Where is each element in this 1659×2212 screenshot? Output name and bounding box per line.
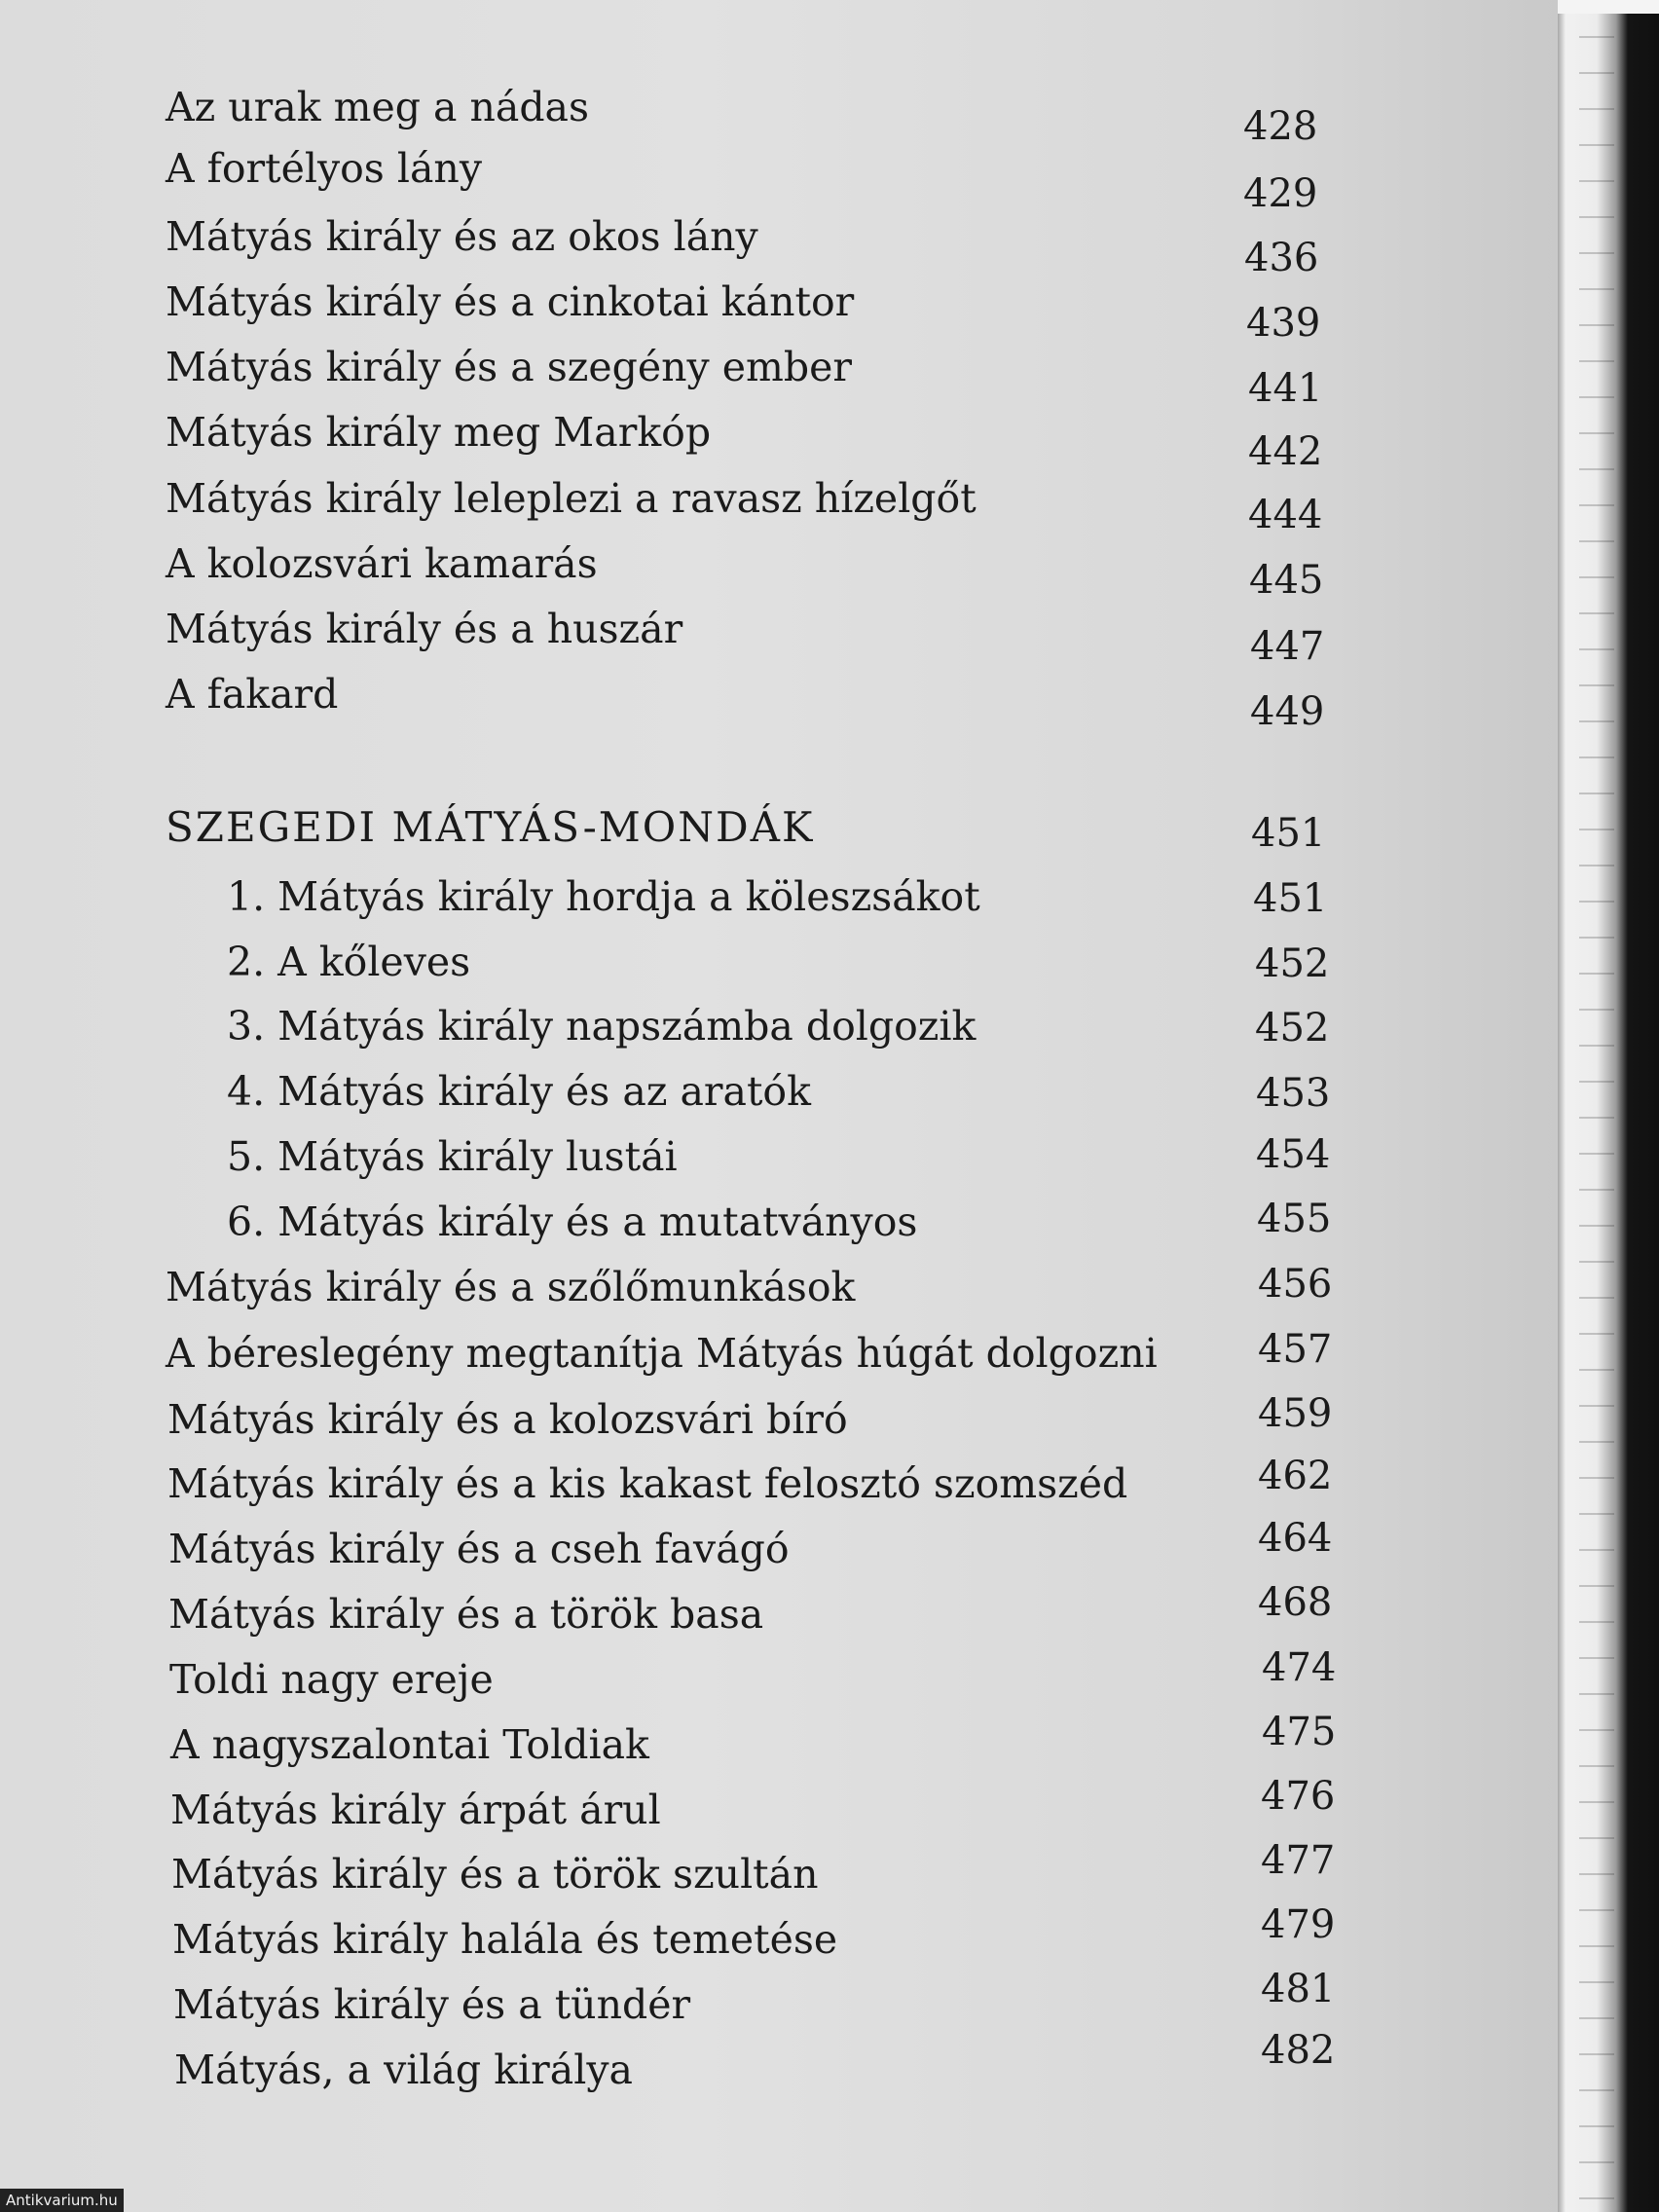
toc-entry-page: 444 [1248, 493, 1323, 537]
toc-entry-page: 455 [1257, 1197, 1332, 1241]
toc-entry-title: 6. Mátyás király és a mutatványos [227, 1198, 918, 1245]
toc-entry-page: 439 [1246, 301, 1321, 346]
watermark: Antikvarium.hu [0, 2189, 124, 2212]
toc-entry-title: 5. Mátyás király lustái [227, 1133, 678, 1180]
toc-entry-title: Mátyás király árpát árul [170, 1787, 661, 1833]
toc-entry-page: 459 [1258, 1391, 1333, 1436]
toc-entry-page: 451 [1251, 811, 1326, 856]
toc-entry-page: 457 [1258, 1327, 1333, 1372]
toc-entry-page: 481 [1261, 1967, 1336, 2011]
toc-entry-page: 451 [1253, 876, 1328, 921]
toc-entry-page: 477 [1261, 1838, 1336, 1883]
toc-entry-title: Mátyás király és a török basa [168, 1591, 764, 1638]
toc-entry-page: 442 [1248, 429, 1323, 474]
toc-entry-title: Mátyás király és a török szultán [171, 1851, 819, 1898]
toc-entry-page: 447 [1250, 624, 1325, 669]
toc-entry-page: 428 [1243, 104, 1318, 149]
toc-entry-title: 3. Mátyás király napszámba dolgozik [227, 1003, 977, 1050]
toc-entry-page: 452 [1255, 1006, 1330, 1051]
toc-entry-page: 436 [1244, 236, 1319, 280]
toc-entry-page: 475 [1262, 1710, 1337, 1754]
toc-entry-title: 2. A kőleves [227, 939, 471, 985]
toc-entry-page: 462 [1258, 1454, 1333, 1498]
toc-entry-page: 474 [1262, 1645, 1337, 1690]
toc-entry-page: 454 [1256, 1132, 1331, 1177]
toc-entry-page: 441 [1248, 366, 1323, 411]
page-stack-texture [1579, 0, 1614, 2212]
toc-entry-page: 449 [1250, 689, 1325, 734]
toc-entry-title: A nagyszalontai Toldiak [170, 1721, 649, 1768]
toc-entry-title: Mátyás király és a kolozsvári bíró [167, 1396, 848, 1443]
toc-entry-title: Mátyás király és a kis kakast felosztó szomszéd [167, 1460, 1128, 1507]
toc-entry-page: 482 [1261, 2028, 1336, 2073]
toc-entry-title: Az urak meg a nádas [166, 84, 590, 130]
toc-entry-page: 452 [1255, 941, 1330, 986]
toc-entry-title: Mátyás király és az okos lány [166, 213, 758, 260]
toc-entry-title: A kolozsvári kamarás [166, 540, 598, 587]
toc-entry-page: 453 [1256, 1071, 1331, 1116]
page-top-edge [1558, 0, 1659, 14]
toc-entry-title: Mátyás király halála és temetése [172, 1916, 838, 1963]
toc-entry-page: 429 [1243, 171, 1318, 216]
toc-entry-title: Mátyás, a világ királya [174, 2046, 633, 2093]
toc-entry-title: Mátyás király és a szőlőmunkások [166, 1264, 856, 1310]
toc-section-title: SZEGEDI MÁTYÁS-MONDÁK [166, 803, 815, 851]
toc-entry-page: 464 [1258, 1516, 1333, 1561]
toc-entry-title: A fakard [166, 671, 339, 718]
toc-entry-title: Mátyás király és a huszár [166, 606, 683, 652]
toc-entry-title: 1. Mátyás király hordja a köleszsákot [227, 873, 980, 920]
toc-entry-title: Mátyás király és a szegény ember [166, 344, 852, 390]
toc-entry-title: Toldi nagy ereje [169, 1656, 494, 1703]
toc-entry-title: Mátyás király leleplezi a ravasz hízelgőt [166, 475, 977, 522]
toc-entry-title: Mátyás király és a tündér [173, 1981, 691, 2028]
toc-entry-page: 476 [1261, 1774, 1336, 1819]
toc-entry-page: 456 [1258, 1262, 1333, 1307]
toc-entry-title: A fortélyos lány [166, 145, 482, 192]
toc-entry-title: Mátyás király és a cseh favágó [168, 1526, 790, 1572]
toc-entry-title: Mátyás király meg Markóp [166, 409, 712, 456]
toc-entry-title: Mátyás király és a cinkotai kántor [166, 278, 855, 325]
toc-entry-page: 479 [1261, 1902, 1336, 1947]
toc-entry-title: 4. Mátyás király és az aratók [227, 1068, 811, 1115]
toc-entry-title: A béreslegény megtanítja Mátyás húgát dolgozni [166, 1330, 1158, 1377]
toc-entry-page: 445 [1249, 558, 1324, 603]
toc-entry-page: 468 [1258, 1580, 1333, 1625]
